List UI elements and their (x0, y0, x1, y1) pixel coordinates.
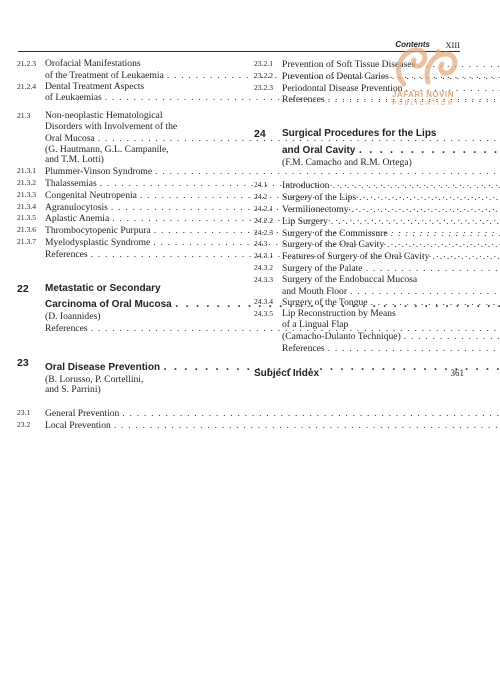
entry-title: Lip Surgery (282, 215, 328, 227)
chapter-24 (254, 128, 464, 168)
entry-number: 24.2.1 (254, 204, 273, 214)
entry-title-line: (Camacho-Dulanto Technique) (282, 330, 401, 342)
entry-title: Surgery of the Lips (282, 192, 357, 204)
entry-title: Agranulocytosis (45, 201, 108, 213)
toc-entry (17, 420, 225, 432)
entry-number: 24.2.3 (254, 227, 273, 237)
toc-entry (254, 309, 464, 342)
entry-number: 24.3.5 (254, 309, 273, 319)
chapter-authors: (D. Ioannides) (45, 311, 101, 323)
chapter-title: Oral Disease Prevention (45, 361, 161, 373)
chapter-number: 22 (17, 282, 29, 295)
toc-entry (17, 408, 225, 420)
toc-entry (17, 178, 225, 190)
chapter-title-line: Surgical Procedures for the Lips (282, 128, 437, 140)
entry-title-line: Oral Mucosa (45, 132, 95, 144)
entry-number: 24.3.4 (254, 297, 273, 307)
toc-entry (17, 237, 225, 249)
subject-index (254, 368, 464, 380)
entry-number: 23.1 (17, 408, 31, 418)
toc-entry (17, 190, 225, 202)
toc-left-column (17, 59, 225, 432)
entry-number: 21.3.4 (17, 201, 36, 211)
entry-number: 23.2.1 (254, 59, 273, 68)
entry-title: Aplastic Anemia (45, 213, 110, 225)
entry-title-line: Lip Reconstruction by Means (282, 308, 396, 320)
entry-number: 21.2.4 (17, 81, 36, 91)
entry-title: Thrombocytopenic Purpura (45, 225, 151, 237)
entry-number: 21.3.1 (17, 166, 36, 176)
toc-entry (17, 202, 225, 214)
entry-title: References (282, 342, 325, 354)
entry-number: 24.1 (254, 180, 268, 190)
entry-number: 21.3 (17, 111, 31, 121)
toc-entry-references (17, 249, 225, 261)
entry-title-line: of the Treatment of Leukaemia (45, 69, 164, 81)
chapter-number: 24 (254, 128, 266, 141)
entry-title: Introduction (282, 180, 330, 192)
running-title: Contents (395, 40, 430, 49)
entry-title-line: Surgery of the Endobuccal Mucosa (282, 273, 418, 285)
toc-entry (254, 216, 464, 228)
toc-entry (17, 225, 225, 237)
entry-title: Thalassemias (45, 177, 97, 189)
entry-title-line: Non-neoplastic Hematological (45, 110, 163, 122)
chapter-title-line: Metastatic or Secondary (45, 282, 161, 294)
entry-title: Prevention of Soft Tissue Diseases (282, 59, 416, 70)
entry-number: 21.2.3 (17, 59, 36, 68)
entry-title: Prevention of Dental Caries (282, 70, 389, 82)
entry-number: 21.3.7 (17, 236, 36, 246)
entry-title: Surgery of the Tongue (282, 297, 368, 309)
entry-number: 23.2 (17, 420, 31, 430)
entry-title: Vermilionectomy (282, 204, 349, 216)
entry-number: 24.3 (254, 239, 268, 249)
toc-entry (17, 111, 225, 166)
chapter-authors: and S. Parrini) (45, 384, 101, 396)
subject-index-title: Subject Index (254, 368, 320, 380)
chapter-title-line: and Oral Cavity (282, 144, 356, 156)
toc-entry (17, 82, 225, 105)
toc-entry (254, 180, 464, 192)
chapter-number: 23 (17, 356, 29, 369)
toc-entry (254, 192, 464, 204)
toc-entry (17, 213, 225, 225)
entry-title: Surgery of the Oral Cavity (282, 239, 385, 251)
entry-authors: (G. Hautmann, G.L. Campanile, (45, 143, 169, 155)
entry-title: References (45, 248, 88, 260)
entry-title-line: of a Lingual Flap (282, 319, 349, 331)
chapter-23 (17, 357, 225, 397)
toc-entry (17, 59, 225, 82)
toc-entry (254, 251, 464, 263)
entry-title: Plummer-Vinson Syndrome (45, 166, 153, 178)
entry-number: 21.3.3 (17, 189, 36, 199)
entry-number: 23.2.3 (254, 82, 273, 92)
entry-number: 23.2.2 (254, 70, 273, 80)
watermark-brand: JAFARI NOVIN (391, 90, 454, 99)
entry-number: 24.3.1 (254, 251, 273, 261)
entry-title-line: Orofacial Manifestations (45, 58, 141, 69)
entry-number: 24.2 (254, 192, 268, 202)
entry-title-line: of Leukaemias (45, 92, 102, 104)
entry-title: Congenital Neutropenia (45, 189, 137, 201)
page-number: XIII (445, 40, 460, 50)
subject-index-page: 361 (450, 368, 464, 379)
entry-number: 21.3.5 (17, 213, 36, 223)
entry-title: Periodontal Disease Prevention (282, 82, 403, 94)
publisher-logo-icon (384, 44, 462, 88)
entry-title: Features of Surgery of the Oral Cavity (282, 251, 430, 263)
toc-entry (254, 204, 464, 216)
toc-entry (254, 239, 464, 251)
chapter-title-line: Carcinoma of Oral Mucosa (45, 299, 172, 311)
chapter-authors: (F.M. Camacho and R.M. Ortega) (282, 156, 412, 168)
toc-entry (254, 275, 464, 298)
entry-title: Surgery of the Palate (282, 263, 363, 275)
entry-number: 21.3.2 (17, 177, 36, 187)
publisher-watermark (384, 44, 462, 114)
entry-number: 24.2.2 (254, 215, 273, 225)
entry-title: Surgery of the Commissure (282, 227, 388, 239)
watermark-tagline: PUBLICATION (392, 101, 454, 107)
entry-title: Local Prevention (45, 420, 111, 432)
entry-number: 21.3.6 (17, 225, 36, 235)
toc-entry-references (254, 343, 464, 355)
references-label: References (45, 322, 88, 334)
chapter-22 (17, 283, 225, 335)
entry-title: References (282, 94, 325, 106)
entry-title-line: and Mouth Floor (282, 285, 348, 297)
entry-number: 24.3.2 (254, 263, 273, 273)
entry-title: General Prevention (45, 408, 120, 420)
entry-title-line: Dental Treatment Aspects (45, 80, 145, 92)
toc-entry (17, 166, 225, 178)
entry-title: Myelodysplastic Syndrome (45, 236, 151, 248)
toc-entry (254, 228, 464, 240)
chapter-authors: (B. Lorusso, P. Cortellini, (45, 373, 144, 385)
entry-number: 24.3.3 (254, 274, 273, 284)
entry-title-line: Disorders with Involvement of the (45, 120, 178, 132)
entry-authors: and T.M. Lotti) (45, 154, 104, 166)
